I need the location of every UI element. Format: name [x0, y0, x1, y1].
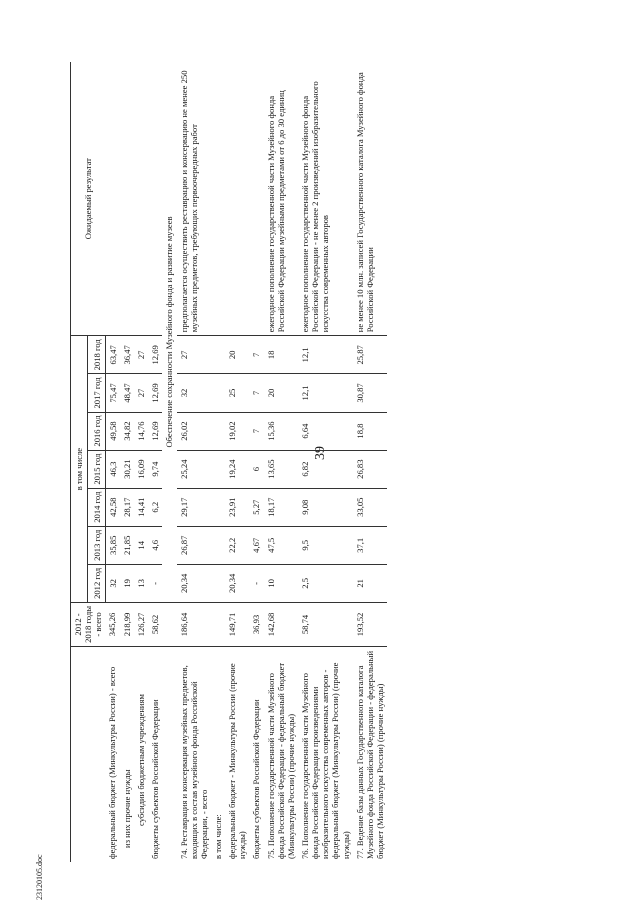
header-year: 2016 год — [88, 412, 105, 450]
row-total: 149,71 — [225, 602, 249, 646]
row-name: 75. Пополнение государственной части Музейного фонда Российской Федерации - федеральный бюджет (Минкультуры России) (прочие нужды) — [264, 647, 298, 863]
row-year-value — [211, 374, 225, 412]
row-result: ежегодное пополнение государственной части Музейного фонда Российской Федерации музейными предметами от 6 до 30 единиц — [265, 90, 286, 333]
table-row — [264, 62, 298, 862]
row-year-value: 12,69 — [148, 336, 162, 374]
row-year-value: 42,58 — [105, 488, 120, 526]
row-year-value: 20 — [264, 374, 298, 412]
table-row — [120, 62, 134, 862]
row-result — [105, 62, 120, 336]
row-year-value: 48,47 — [120, 374, 134, 412]
row-name: в том числе: — [211, 647, 225, 863]
row-total: 142,68 — [264, 602, 298, 646]
row-year-value: 30,87 — [353, 374, 387, 412]
header-name-col — [71, 647, 106, 863]
row-year-value: 12,1 — [298, 336, 353, 374]
row-total: 36,93 — [249, 602, 263, 646]
row-name: бюджеты субъектов Российской Федерации — [249, 647, 263, 863]
header-year: 2015 год — [88, 450, 105, 488]
row-name: федеральный бюджет - Минкультуры России (прочие нужды) — [225, 647, 249, 863]
row-year-value: 7 — [249, 374, 263, 412]
row-year-value: 12,69 — [148, 374, 162, 412]
table-row — [177, 62, 211, 862]
row-total: 58,74 — [298, 602, 353, 646]
row-year-value: 9,08 — [298, 488, 353, 526]
row-year-value — [211, 526, 225, 564]
row-year-value: 29,17 — [177, 488, 211, 526]
section-spacer — [162, 602, 176, 646]
row-year-value: 14 — [134, 526, 148, 564]
row-year-value: 19,24 — [225, 450, 249, 488]
row-year-value: 75,47 — [105, 374, 120, 412]
row-year-value: 19,02 — [225, 412, 249, 450]
row-year-value: - — [148, 564, 162, 602]
row-name: федеральный бюджет (Минкультуры России) - всего — [105, 647, 120, 863]
row-year-value: 19 — [120, 564, 134, 602]
row-year-value: 6,2 — [148, 488, 162, 526]
table-row — [105, 62, 120, 862]
row-year-value: 32 — [177, 374, 211, 412]
table-row — [211, 62, 225, 862]
row-year-value: 20 — [225, 336, 249, 374]
row-result — [225, 62, 249, 336]
row-year-value: 14,76 — [134, 412, 148, 450]
row-year-value — [211, 412, 225, 450]
table-row — [148, 62, 162, 862]
row-year-value: 12,69 — [148, 412, 162, 450]
row-year-value: 30,21 — [120, 450, 134, 488]
row-year-value — [211, 450, 225, 488]
row-total: 58,62 — [148, 602, 162, 646]
row-year-value: 13,65 — [264, 450, 298, 488]
row-year-value: 15,36 — [264, 412, 298, 450]
row-name: 77. Ведение базы данных Государственного каталога Музейного фонда Российской Федерации - федеральный бюджет (Минкультуры России) (прочие нужды) — [353, 647, 387, 863]
row-year-value: 47,5 — [264, 526, 298, 564]
row-year-value: 21 — [353, 564, 387, 602]
row-result — [120, 62, 134, 336]
row-year-value: 35,85 — [105, 526, 120, 564]
row-year-value: 12,1 — [298, 374, 353, 412]
row-result — [249, 62, 263, 336]
header-year: 2012 год — [88, 564, 105, 602]
rotated-page-content — [70, 42, 590, 862]
row-year-value — [211, 564, 225, 602]
row-year-value: 34,82 — [120, 412, 134, 450]
row-year-value: 21,85 — [120, 526, 134, 564]
row-year-value: 14,41 — [134, 488, 148, 526]
row-total: 126,27 — [134, 602, 148, 646]
row-total: 193,52 — [353, 602, 387, 646]
row-year-value: 27 — [134, 336, 148, 374]
row-year-value: 33,05 — [353, 488, 387, 526]
section-title: Обеспечение сохранности Музейного фонда и развитие музеев — [164, 216, 175, 448]
row-year-value: - — [249, 564, 263, 602]
row-name: субсидии бюджетным учреждениям — [134, 647, 148, 863]
row-total: 186,64 — [177, 602, 211, 646]
row-year-value: 10 — [264, 564, 298, 602]
row-year-value: 7 — [249, 412, 263, 450]
row-name: 74. Реставрация и консервация музейных предметов, входящих в состав музейного фонда Российской Федерации, - всего — [177, 647, 211, 863]
row-result: предполагается осуществить реставрацию и консервацию не менее 250 музейных предметов, требующих первоочередных работ — [178, 70, 199, 333]
row-name: 76. Пополнение государственной части Музейного фонда Российской Федерации произведениями изобразительного искусства современных авторов - федеральный бюджет (Минкультуры России) (прочие нужды) — [298, 647, 353, 863]
row-year-value: 18 — [264, 336, 298, 374]
row-year-value: 6,64 — [298, 412, 353, 450]
header-year: 2017 год — [88, 374, 105, 412]
header-result: Ожидаемый результат — [71, 62, 106, 336]
row-result: ежегодное пополнение государственной части Музейного фонда Российской Федерации - не менее 2 произведений изобразительного искусства современных авторов — [300, 81, 331, 333]
row-year-value: 27 — [177, 336, 211, 374]
row-result — [134, 62, 148, 336]
row-year-value: 20,34 — [177, 564, 211, 602]
row-year-value: 63,47 — [105, 336, 120, 374]
row-year-value: 49,58 — [105, 412, 120, 450]
row-year-value: 2,5 — [298, 564, 353, 602]
row-year-value: 4,67 — [249, 526, 263, 564]
row-year-value: 6 — [249, 450, 263, 488]
row-year-value: 16,09 — [134, 450, 148, 488]
row-year-value: 28,17 — [120, 488, 134, 526]
header-year: 2014 год — [88, 488, 105, 526]
row-year-value: 5,27 — [249, 488, 263, 526]
row-result — [211, 62, 225, 336]
row-year-value: 26,87 — [177, 526, 211, 564]
row-total: 345,26 — [105, 602, 120, 646]
row-year-value: 36,47 — [120, 336, 134, 374]
table-row — [249, 62, 263, 862]
row-year-value: 23,91 — [225, 488, 249, 526]
row-year-value — [211, 336, 225, 374]
table-row — [134, 62, 148, 862]
row-year-value: 26,02 — [177, 412, 211, 450]
row-name: из них прочие нужды — [120, 647, 134, 863]
row-year-value: 25,87 — [353, 336, 387, 374]
row-year-value: 22,2 — [225, 526, 249, 564]
table-row — [353, 62, 387, 862]
section-row — [162, 62, 176, 862]
row-year-value — [211, 488, 225, 526]
row-year-value: 9,74 — [148, 450, 162, 488]
row-year-value: 6,82 — [298, 450, 353, 488]
header-total: 2012 - 2018 годы - всего — [71, 602, 106, 646]
row-total: 218,99 — [120, 602, 134, 646]
footer-filename: 23120105.doc — [35, 854, 44, 900]
row-year-value: 13 — [134, 564, 148, 602]
header-year: 2013 год — [88, 526, 105, 564]
header-in-that: в том числе — [71, 336, 88, 603]
page-number: 39 — [313, 446, 328, 460]
table-row — [298, 62, 353, 862]
row-name: бюджеты субъектов Российской Федерации — [148, 647, 162, 863]
row-year-value: 32 — [105, 564, 120, 602]
header-year: 2018 год — [88, 336, 105, 374]
row-year-value: 18,17 — [264, 488, 298, 526]
row-year-value: 27 — [134, 374, 148, 412]
row-total — [211, 602, 225, 646]
row-year-value: 37,1 — [353, 526, 387, 564]
row-year-value: 7 — [249, 336, 263, 374]
row-year-value: 26,83 — [353, 450, 387, 488]
section-spacer — [162, 647, 176, 863]
row-year-value: 4,6 — [148, 526, 162, 564]
row-year-value: 25 — [225, 374, 249, 412]
table-row — [225, 62, 249, 862]
row-year-value: 25,24 — [177, 450, 211, 488]
row-year-value: 9,5 — [298, 526, 353, 564]
row-year-value: 20,34 — [225, 564, 249, 602]
row-year-value: 46,3 — [105, 450, 120, 488]
row-year-value: 18,8 — [353, 412, 387, 450]
row-result — [148, 62, 162, 336]
row-result: не менее 10 млн. записей Государственного каталога Музейного фонда Российской Федерации — [354, 72, 375, 333]
program-table — [70, 62, 387, 862]
